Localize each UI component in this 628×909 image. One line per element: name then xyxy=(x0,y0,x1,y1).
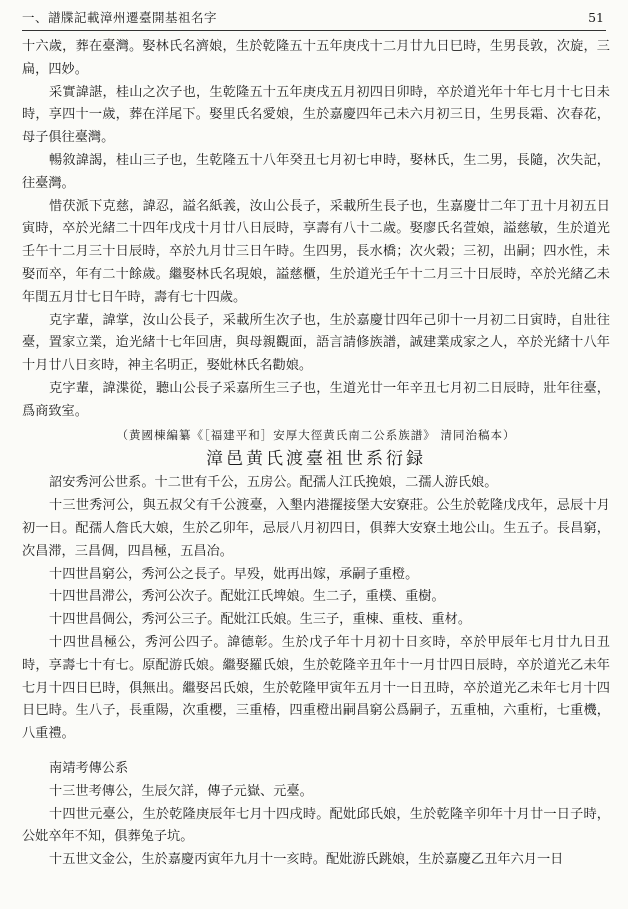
paragraph: 十四世昌倜公，秀河公三子。配妣江氏娘。生三子，重棟、重枝、重材。 xyxy=(49,612,472,628)
paragraph-group-bottom xyxy=(22,758,610,872)
paragraph: 十三世考傳公，生辰欠詳，傳子元嶽、元臺。 xyxy=(49,783,313,799)
paragraph: 克字輩，諱掌，汝山公長子，采載所生次子也，生於嘉慶廿四年己卯十一月初二日寅時，自壯往臺，置家立業，迨光緒十七年回唐，與母親觀面，語言請修族譜，誠建業成家之人，卒於光緒十八年十月廿八日亥時，神主名明正，娶妣林氏名勸娘。 xyxy=(22,312,610,374)
paragraph: 采實諱諶，桂山之次子也，生乾隆五十五年庚戌五月初四日卯時，卒於道光年十年七月十七日未時，享四十一歲，葬在洋尾下。娶里氏名愛娘，生於嘉慶四年己未六月初三日，生男長霜、次春花，母子俱往臺灣。 xyxy=(22,84,610,146)
paragraph: 十三世秀河公，與五叔父有千公渡臺，入墾内港擺接堡大安寮莊。公生於乾隆戊戌年，忌辰十月初一日。配孺人詹氏大娘，生於乙卯年，忌辰八月初四日，俱葬大安寮土地公山。生五子。長昌窮，次昌滞，三昌倜，四昌極，五昌冶。 xyxy=(22,498,610,559)
page-number: 51 xyxy=(588,10,604,25)
paragraph: 惜茯派下克慈，諱忍，謚名紙義，汝山公長子，采載所生長子也，生嘉慶廿二年丁丑十月初五日寅時，卒於光緒二十四年戊戌十月廿八日辰時，享壽有八十二歲。娶廖氏名萱娘，謚慈敏，生於道光壬午十二月三十日辰時，卒於九月廿三日午時。生四男，長水橋；次火榖；三初，出嗣；四水性，未娶而卒，年有二十餘歲。繼娶林氏名現娘，謚慈櫃，生於道光壬午十二月三十日辰時，卒於光緒乙未年閏五月廿七日午時，壽有七十四歲。 xyxy=(22,198,610,305)
paragraph: 暢敘諱謁，桂山三子也，生乾隆五十八年癸丑七月初七申時，娶林氏，生二男，長隨，次失記，往臺灣。 xyxy=(22,152,610,191)
section-gap xyxy=(22,746,610,758)
paragraph: 十五世文金公，生於嘉慶丙寅年九月十一亥時。配妣游氏跳娘，生於嘉慶乙丑年六月一日 xyxy=(49,852,564,868)
paragraph: 十四世元臺公，生於乾隆庚辰年七月十四戌時。配妣邱氏娘，生於乾隆辛卯年十月廿一日子時，公妣卒年不知，俱葬兔子坑。 xyxy=(22,806,610,845)
paragraph: 十四世昌極公，秀河公四子。諱德彰。生於戊子年十月初十日亥時，卒於甲辰年七月廿九日丑時，享壽七十有七。原配游氏娘。繼娶羅氏娘，生於乾隆辛丑年十一月廿四日辰時，卒於道光乙未年七月十四日巳時，俱無出。繼娶呂氏娘，生於乾隆甲寅年五月十一日丑時，卒於道光乙未年七月十四日巳時。生八子，長重陽，次重櫻，三重椿，四重橙出嗣昌窮公爲嗣子，五重柚，六重桁，七重機，八重禮。 xyxy=(22,634,610,742)
running-title: 一、譜牒記載漳州遷臺開基祖名字 xyxy=(22,10,218,25)
paragraph-group-mid xyxy=(22,472,610,746)
paragraph-group-top xyxy=(22,36,610,424)
paragraph: 詔安秀河公世系。十二世有千公，五房公。配孺人江氏挽娘，二孺人游氏娘。 xyxy=(49,475,498,491)
paragraph: 克字輩，諱渫從，聽山公長子采嘉所生三子也，生道光廿一年辛丑七月初二日辰時，壯年往臺，爲商致室。 xyxy=(22,380,610,419)
paragraph: 十六歲，葬在臺灣。娶林氏名濟娘，生於乾隆五十五年庚戌十二月廿九日巳時，生男長敦，次旋，三扁，四妙。 xyxy=(22,39,610,77)
page-body xyxy=(22,36,610,872)
running-header xyxy=(22,6,606,31)
paragraph: 十四世昌窮公，秀河公之長子。早殁，妣再出嫁，承嗣子重橙。 xyxy=(49,566,419,582)
source-citation: （黄國棟編纂《［福建平和］安厚大徑黄氏南二公系族譜》 清同治稿本） xyxy=(116,427,516,442)
section-heading: 漳邑黄氏渡臺祖世系衍録 xyxy=(206,449,426,470)
sub-heading: 南靖考傳公系 xyxy=(49,760,129,776)
paragraph: 十四世昌滞公，秀河公次子。配妣江氏埤娘。生二子，重樸、重樹。 xyxy=(49,589,445,605)
